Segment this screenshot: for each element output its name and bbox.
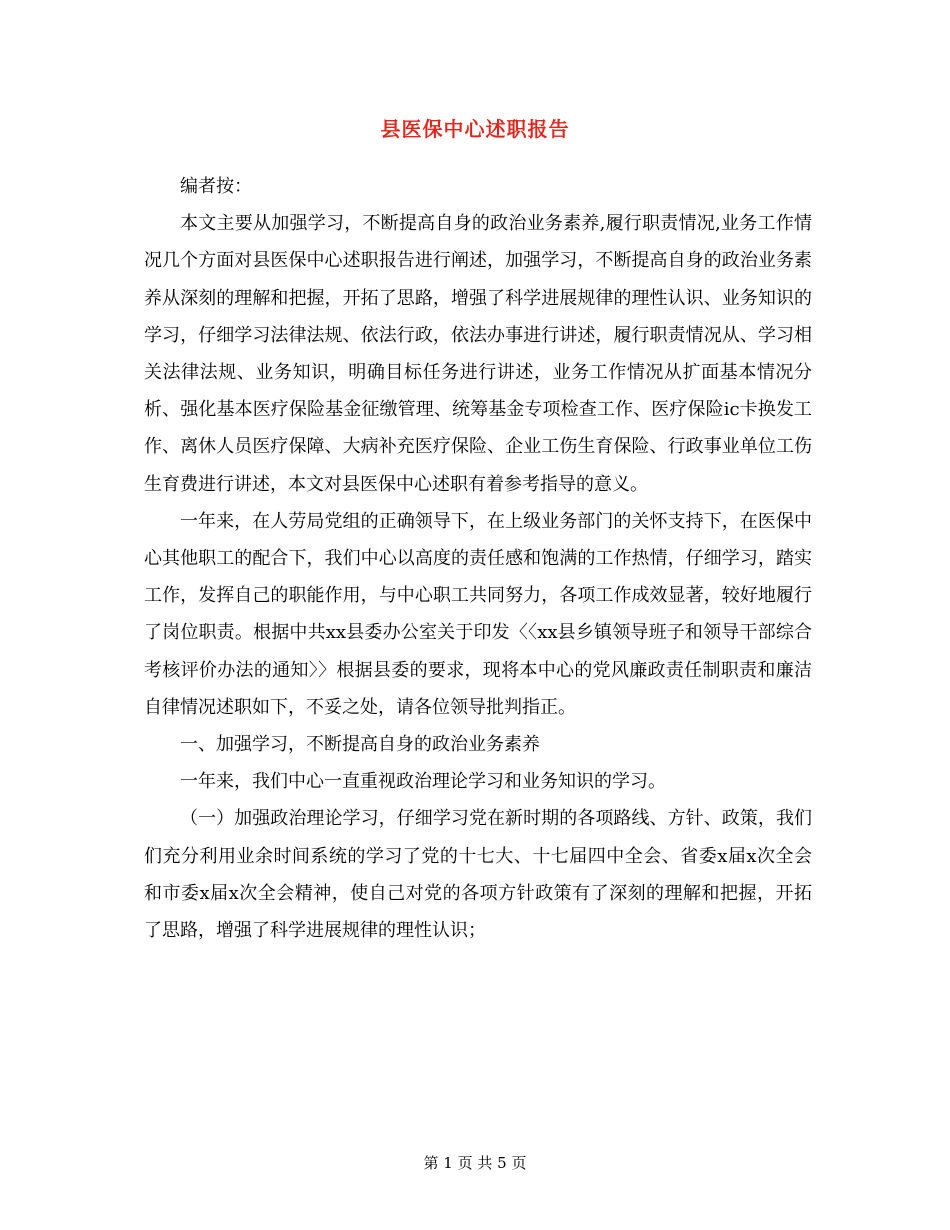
editor-note-paragraph: 本文主要从加强学习，不断提高自身的政治业务素养,履行职责情况,业务工作情况几个方面对县医保中心述职报告进行阐述，加强学习，不断提高自身的政治业务素养从深刻的理解和把握，开拓了思路，增强了科学进展规律的理性认识、业务知识的学习，仔细学习法律法规、依法行政，依法办事进行讲述，履行职责情况从、学习相关法律法规、业务知识，明确目标任务进行讲述，业务工作情况从扩面基本情况分析、强化基本医疗保险基金征缴管理、统筹基金专项检查工作、医疗保险ic卡换发工作、离休人员医疗保障、大病补充医疗保险、企业工伤生育保险、行政事业单位工伤生育费进行讲述，本文对县医保中心述职有着参考指导的意义。 (144, 213, 812, 495)
document-body (144, 168, 812, 949)
intro-paragraph: 一年来，在人劳局党组的正确领导下，在上级业务部门的关怀支持下，在医保中心其他职工的配合下，我们中心以高度的责任感和饱满的工作热情，仔细学习，踏实工作，发挥自己的职能作用，与中心职工共同努力，各项工作成效显著，较好地履行了岗位职责。根据中共xx县委办公室关于印发〈〈xx县乡镇领导班子和领导干部综合考核评价办法的通知〉〉根据县委的要求，现将本中心的党风廉政责任制职责和廉洁自律情况述职如下，不妥之处，请各位领导批判指正。 (144, 510, 812, 718)
section-heading: 一、加强学习，不断提高自身的政治业务素养 (180, 734, 540, 756)
page-number-footer: 第 1 页 共 5 页 (423, 1154, 527, 1172)
section-paragraph: 一年来，我们中心一直重视政治理论学习和业务知识的学习。 (180, 771, 666, 793)
document-title: 县医保中心述职报告 (380, 117, 570, 141)
subsection-paragraph: （一）加强政治理论学习，仔细学习党在新时期的各项路线、方针、政策，我们们充分利用业余时间系统的学习了党的十七大、十七届四中全会、省委x届x次全会和市委x届x次全会精神，使自己对党的各项方针政策有了深刻的理解和把握，开拓了思路，增强了科学进展规律的理性认识； (144, 808, 812, 942)
editor-note-heading: 编者按： (180, 176, 252, 197)
